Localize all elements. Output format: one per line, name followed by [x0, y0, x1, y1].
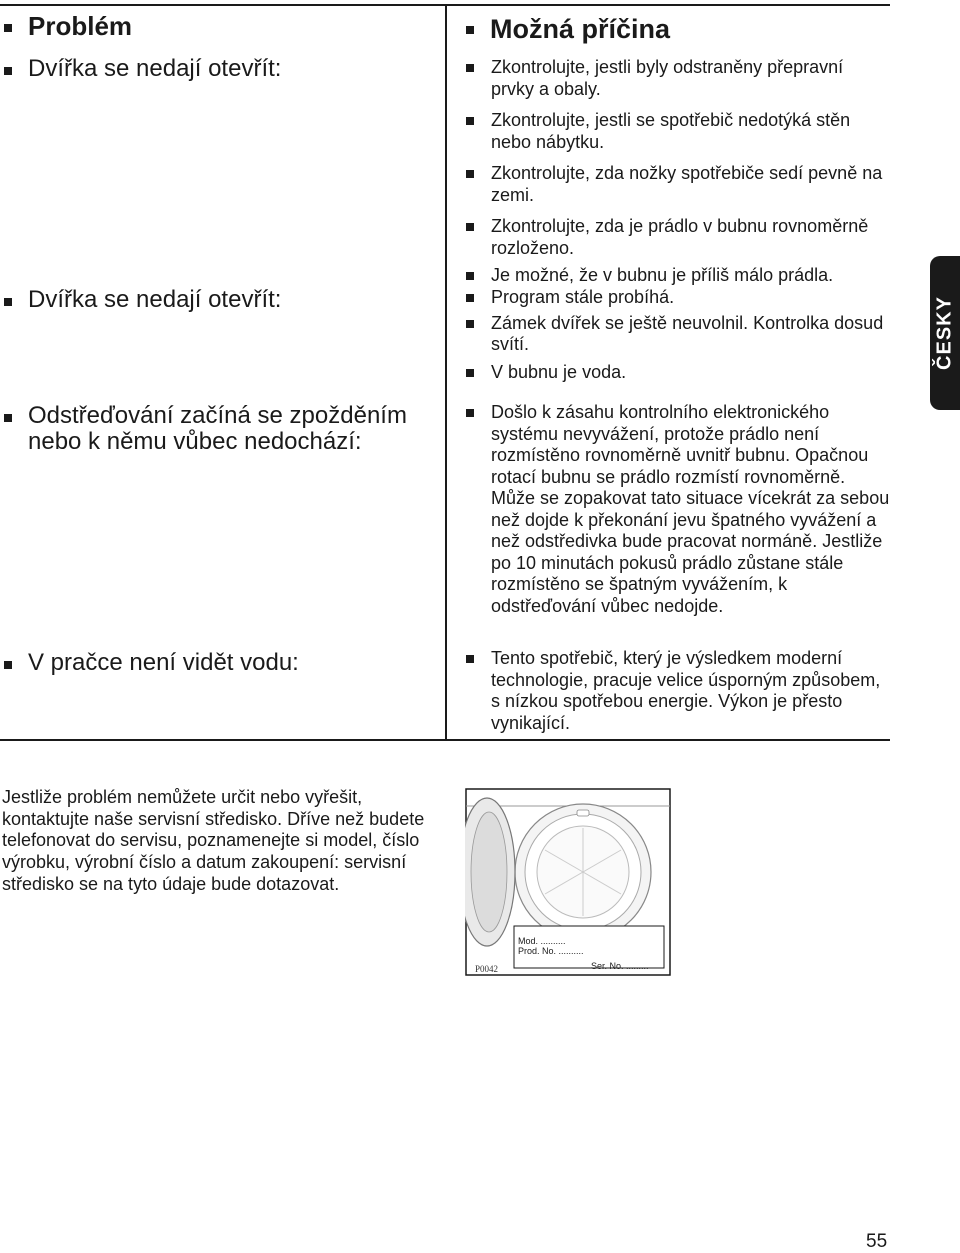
- cause-item: Došlo k zásahu kontrolního elektronického systému nevyvážení, protože prádlo není rozmístěno rovnoměrně uvnitř bubnu. Opačnou rotací bubnu se prádlo rozmístí rovnoměrně. Může se zopakovat tato situace vícekrát za sebou než dojde k překonání jevu špatného vyvážení a než odstředivka bude pracovat normáně. Jestliže po 10 minutách pokusů prádlo zůstane stále rozmístěno se špatným vyvážením, k odstřeďování vůbec nedojde.: [466, 402, 891, 617]
- cause-column-header: [466, 14, 670, 44]
- figure-code: P0042: [475, 964, 499, 974]
- cause-item: Zkontrolujte, jestli byly odstraněny přepravní prvky a obaly.: [466, 57, 891, 100]
- problem-row-4: [4, 650, 424, 676]
- problem-row-1: [4, 56, 424, 82]
- problem-title: Problém: [28, 11, 133, 41]
- problem-row-3: [4, 403, 414, 455]
- bullet-square-icon: [466, 320, 474, 328]
- cause-item: Zkontrolujte, zda je prádlo v bubnu rovnoměrně rozloženo.: [466, 216, 891, 259]
- bullet-square-icon: [4, 24, 12, 32]
- bullet-square-icon: [466, 223, 474, 231]
- bullet-square-icon: [4, 661, 12, 669]
- bullet-square-icon: [466, 64, 474, 72]
- problem-column-header: [4, 13, 424, 39]
- bullet-square-icon: [466, 655, 474, 663]
- label-prod-no: Prod. No. ..........: [518, 946, 584, 956]
- page-number: 55: [866, 1231, 888, 1252]
- problem-text: Dvířka se nedají otevřít:: [28, 286, 282, 313]
- label-mod: Mod. ..........: [518, 936, 566, 946]
- causes-row-3: [466, 402, 891, 617]
- causes-row-2: [466, 287, 891, 383]
- bullet-square-icon: [4, 298, 12, 306]
- bullet-square-icon: [466, 409, 474, 417]
- cause-item: Zkontrolujte, jestli se spotřebič nedotýká stěn nebo nábytku.: [466, 110, 891, 153]
- bullet-square-icon: [466, 26, 474, 34]
- cause-title: Možná příčina: [490, 14, 671, 44]
- problem-text: V pračce není vidět vodu:: [28, 649, 299, 676]
- cause-item: Tento spotřebič, který je výsledkem moderní technologie, pracuje velice úsporným způsobem, s nízkou spotřebou energie. Výkon je přesto vynikající.: [466, 648, 891, 734]
- causes-row-4: [466, 648, 891, 734]
- language-tab-label: ČESKY: [933, 296, 956, 370]
- bullet-square-icon: [4, 67, 12, 75]
- cause-item: Zkontrolujte, zda nožky spotřebiče sedí pevně na zemi.: [466, 163, 891, 206]
- bullet-square-icon: [466, 294, 474, 302]
- problem-row-2: [4, 287, 424, 313]
- cause-item: Je možné, že v bubnu je příliš málo prádla.: [466, 265, 891, 287]
- table-column-divider: [445, 4, 447, 740]
- cause-item: Zámek dvířek se ještě neuvolnil. Kontrolka dosud svítí.: [466, 313, 891, 356]
- problem-text: Dvířka se nedají otevřít:: [28, 55, 282, 82]
- service-note: Jestliže problém nemůžete určit nebo vyřešit, kontaktujte naše servisní středisko. Dříve než budete telefonovat do servisu, poznamenejte si model, číslo výrobku, výrobní číslo a datum zakoupení: servisní středisko se na tyto údaje bude dotazovat.: [2, 787, 425, 894]
- problem-text: Odstřeďování začíná se zpožděním nebo k němu vůbec nedochází:: [28, 402, 407, 455]
- cause-item: Program stále probíhá.: [466, 287, 891, 309]
- label-ser-no: Ser. No. .........: [591, 961, 649, 971]
- bullet-square-icon: [466, 272, 474, 280]
- language-tab: [930, 256, 960, 410]
- washing-machine-door-illustration: [465, 788, 671, 976]
- cause-item: V bubnu je voda.: [466, 362, 891, 384]
- bullet-square-icon: [466, 117, 474, 125]
- bullet-square-icon: [4, 414, 12, 422]
- bullet-square-icon: [466, 170, 474, 178]
- causes-row-1: [466, 57, 891, 287]
- bullet-square-icon: [466, 369, 474, 377]
